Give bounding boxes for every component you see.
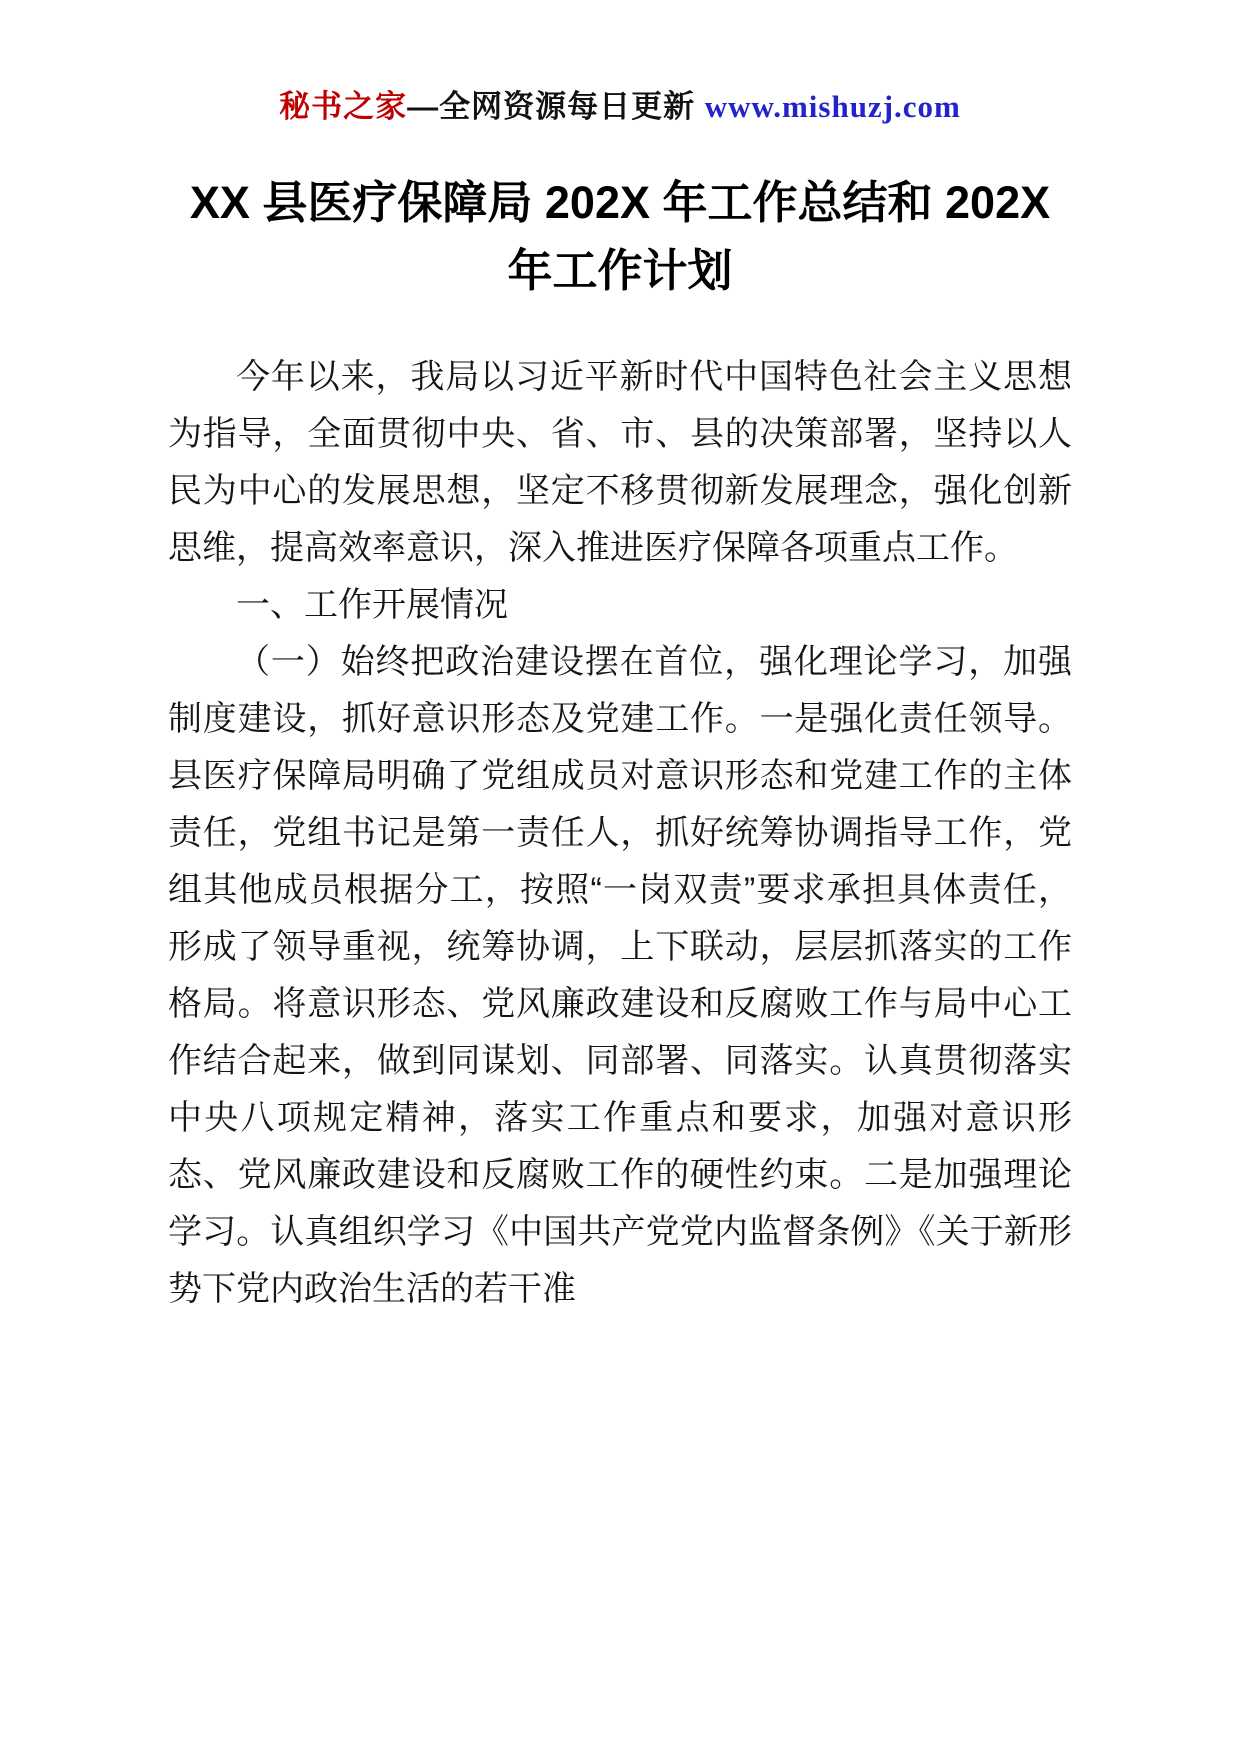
paragraph-section-one: （一）始终把政治建设摆在首位，强化理论学习，加强制度建设，抓好意识形态及党建工作。一是强化责任领导。县医疗保障局明确了党组成员对意识形态和党建工作的主体责任，党组书记是第一责任人，抓好统筹协调指导工作，党组其他成员根据分工，按照“一岗双责”要求承担具体责任，形成了领导重视，统筹协调，上下联动，层层抓落实的工作格局。将意识形态、党风廉政建设和反腐败工作与局中心工作结合起来，做到同谋划、同部署、同落实。认真贯彻落实中央八项规定精神，落实工作重点和要求，加强对意识形态、党风廉政建设和反腐败工作的硬性约束。二是加强理论学习。认真组织学习《中国共产党党内监督条例》《关于新形势下党内政治生活的若干准 xyxy=(168,643,1072,1309)
paragraph-introduction: 今年以来，我局以习近平新时代中国特色社会主义思想为指导，全面贯彻中央、省、市、县的决策部署，坚持以人民为中心的发展思想，坚定不移贯彻新发展理念，强化创新思维，提高效率意识，深入推进医疗保障各项重点工作。 xyxy=(168,358,1072,568)
site-url-link[interactable]: www.mishuzj.com xyxy=(704,89,961,124)
site-brand: 秘书之家 xyxy=(279,89,408,124)
site-header xyxy=(168,88,1072,125)
document-body xyxy=(168,349,1072,1318)
section-heading-work-progress: 一、工作开展情况 xyxy=(236,586,508,625)
document-title: XX 县医疗保障局 202X 年工作总结和 202X 年工作计划 xyxy=(189,177,1051,297)
site-tagline: —全网资源每日更新 xyxy=(407,89,705,124)
